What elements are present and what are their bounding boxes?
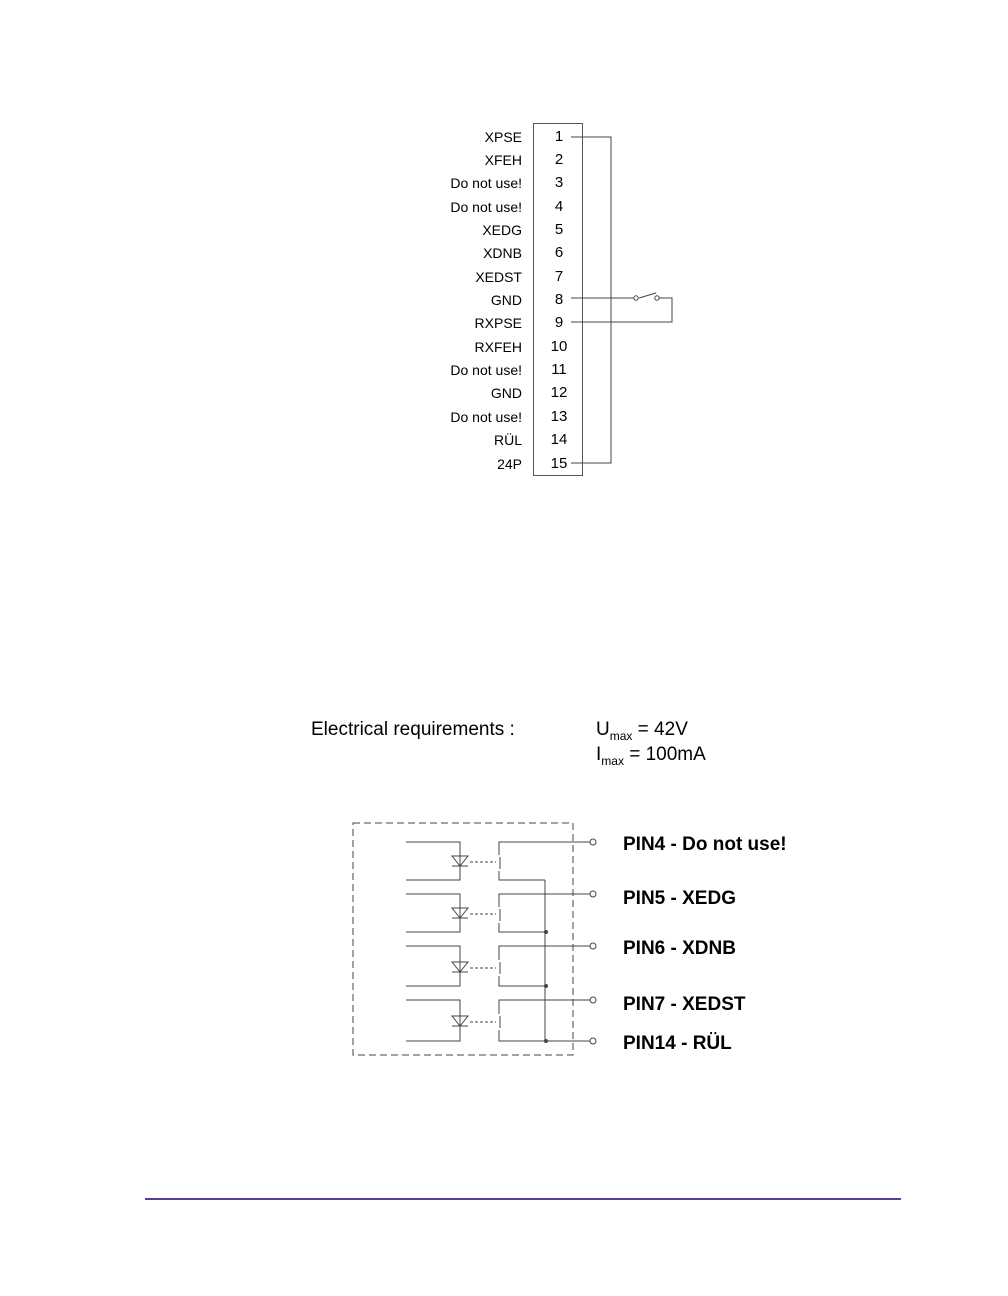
pin-number-3: 3 <box>554 174 564 191</box>
imax-subscript: max <box>601 754 624 768</box>
relay-block-pin5 <box>406 894 592 932</box>
relay-output-diagram <box>340 810 610 1060</box>
switch-contact <box>639 293 656 298</box>
terminal-pin6 <box>590 943 596 949</box>
pin-number-6: 6 <box>554 244 564 261</box>
switch-terminal-b <box>655 296 659 300</box>
imax-value: = 100mA <box>623 744 706 765</box>
pin-number-12: 12 <box>550 384 568 401</box>
pin-number-7: 7 <box>554 268 564 285</box>
pin-label-12: GND <box>490 385 522 401</box>
footer-rule <box>145 1198 901 1200</box>
pin-number-5: 5 <box>554 221 564 238</box>
pin-number-4: 4 <box>554 198 564 215</box>
pin-label-10: RXFEH <box>474 339 522 355</box>
pin-number-14: 14 <box>550 431 568 448</box>
imax-symbol: I <box>596 744 602 765</box>
switch-terminal-a <box>634 296 638 300</box>
pin-label-2: XFEH <box>484 152 522 168</box>
junction-dot <box>544 930 548 934</box>
relay-block-pin7 <box>406 1000 592 1041</box>
pin-label-1: XPSE <box>484 129 522 145</box>
pin-number-9: 9 <box>554 314 564 331</box>
output-label-pin7: PIN7 - XEDST <box>623 994 746 1015</box>
pin-label-13: Do not use! <box>450 409 522 425</box>
pin-label-11: Do not use! <box>450 362 522 378</box>
pin-label-8: GND <box>490 292 522 308</box>
terminal-pin4 <box>590 839 596 845</box>
umax-subscript: max <box>609 729 633 743</box>
pin-label-7: XEDST <box>475 269 522 285</box>
pin-number-10: 10 <box>550 338 568 355</box>
pin-label-9: RXPSE <box>474 315 522 331</box>
output-label-pin6: PIN6 - XDNB <box>623 938 736 959</box>
pin-label-6: XDNB <box>483 245 522 261</box>
pin-number-1: 1 <box>554 128 564 145</box>
electrical-requirements-label: Electrical requirements : <box>311 719 515 740</box>
wire-pin9 <box>571 298 672 322</box>
connector-wiring <box>0 0 1008 500</box>
terminal-pin14 <box>590 1038 596 1044</box>
pin-number-11: 11 <box>551 361 567 378</box>
pin-number-13: 13 <box>550 408 568 425</box>
pin-number-8: 8 <box>554 291 564 308</box>
junction-dot <box>544 984 548 988</box>
output-label-pin4: PIN4 - Do not use! <box>623 834 787 855</box>
relay-block-pin6 <box>406 946 592 986</box>
relay-block-pin4 <box>406 842 592 880</box>
pin-number-2: 2 <box>554 151 564 168</box>
junction-dot <box>544 1039 548 1043</box>
pin-label-5: XEDG <box>482 222 522 238</box>
pin-number-15: 15 <box>550 455 568 472</box>
terminal-pin5 <box>590 891 596 897</box>
umax-symbol: U <box>596 719 610 740</box>
terminal-pin7 <box>590 997 596 1003</box>
umax-value: = 42V <box>632 719 688 740</box>
bridge-pin1-pin15 <box>571 137 611 463</box>
pin-label-15: 24P <box>497 456 522 472</box>
module-boundary <box>353 823 573 1055</box>
pin-label-3: Do not use! <box>450 175 522 191</box>
imax-spec <box>596 743 706 773</box>
output-label-pin14: PIN14 - RÜL <box>623 1033 732 1054</box>
pin-label-14: RÜL <box>493 432 522 448</box>
pin-label-4: Do not use! <box>450 199 522 215</box>
output-label-pin5: PIN5 - XEDG <box>623 888 736 909</box>
